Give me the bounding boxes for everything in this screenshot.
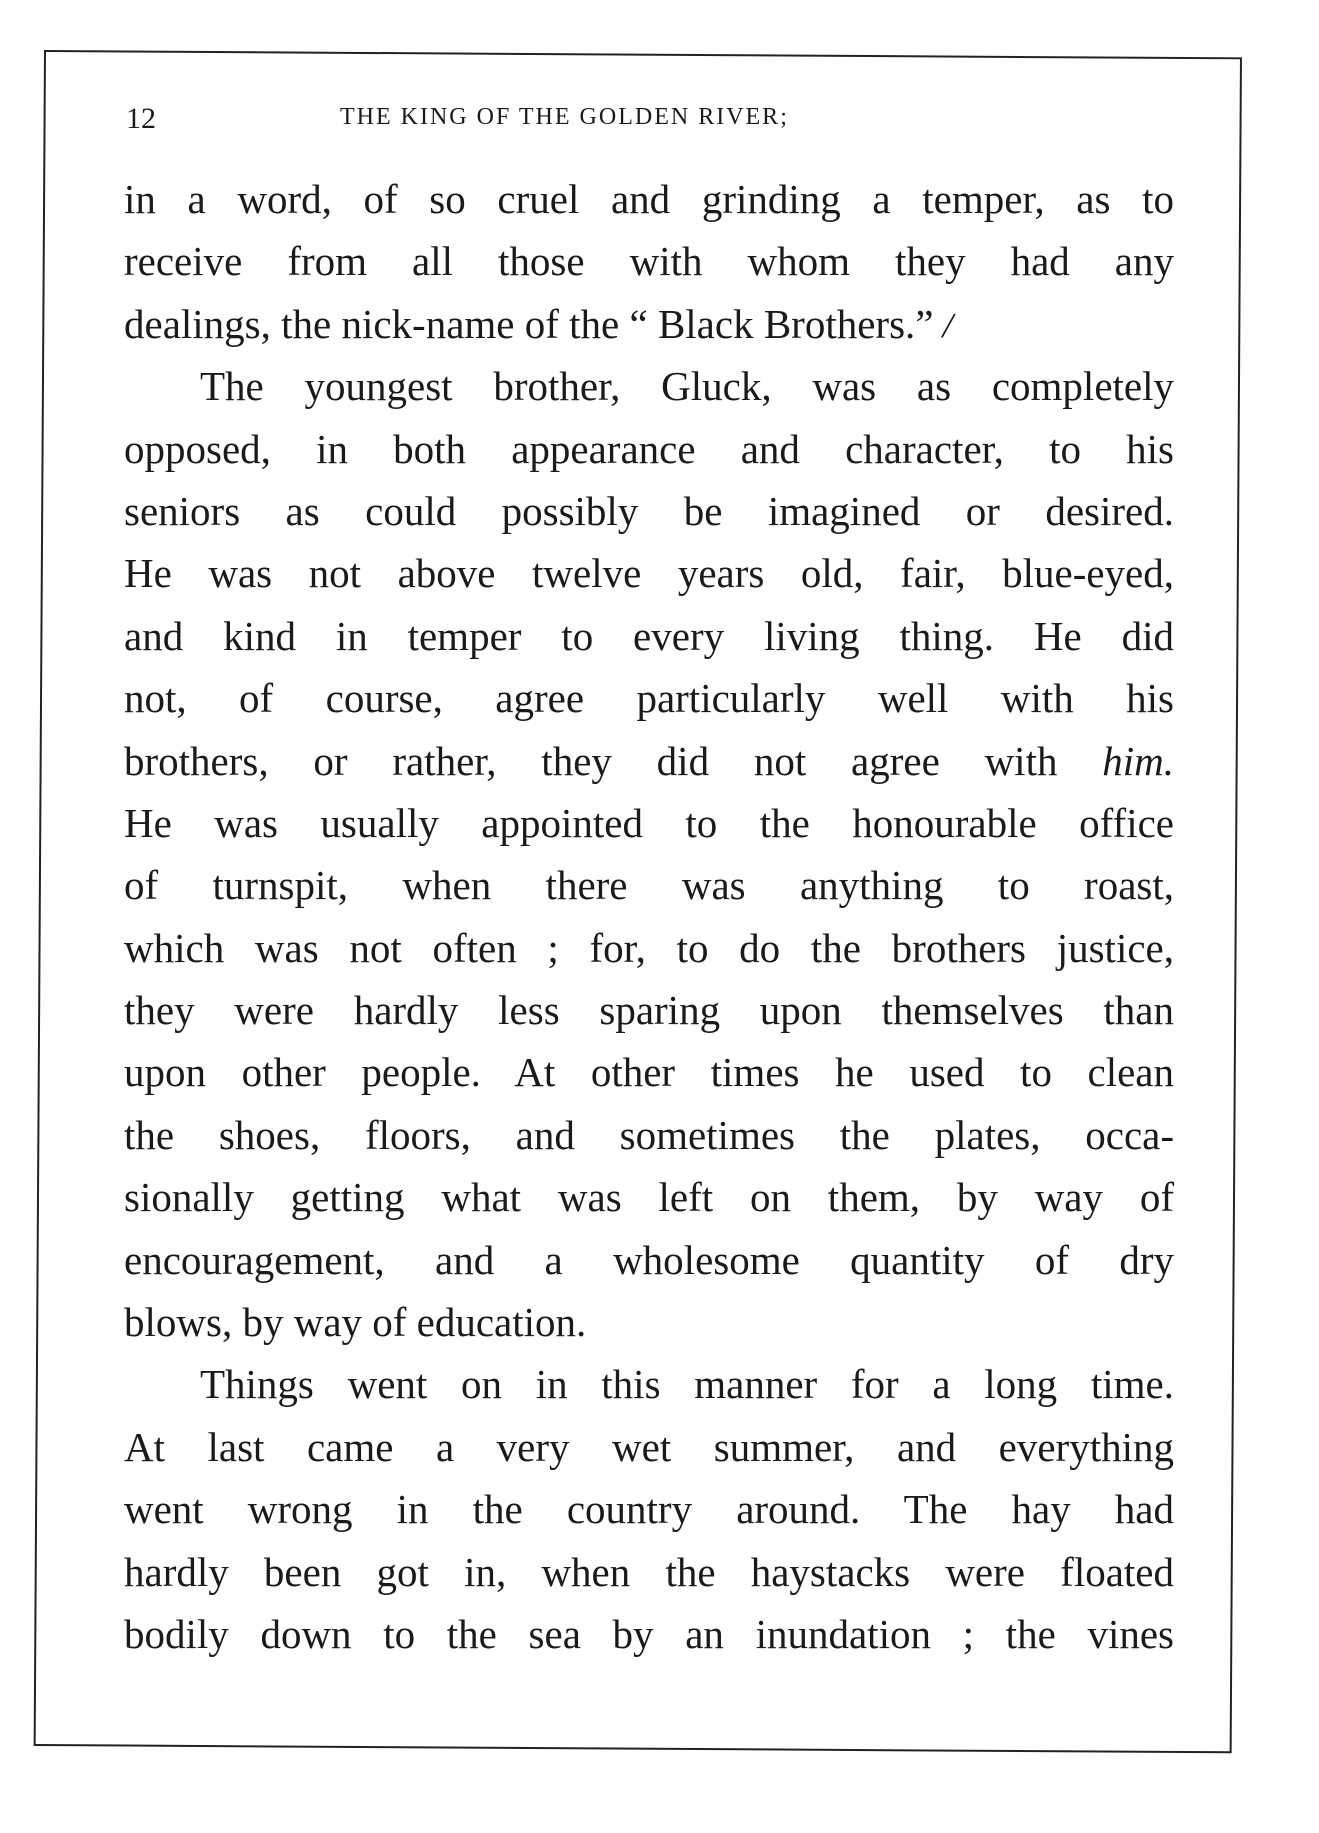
text-line-content: dealings, the nick-name of the “ Black Brothers.” [124,300,934,347]
text-line [124,605,1174,667]
text-line-content: seniors as could possibly be imagined or desired. [124,487,1174,534]
running-title: THE KING OF THE GOLDEN RIVER; [340,104,789,130]
text-line [124,1541,1174,1603]
body-text [124,168,1174,1665]
text-line-content: which was not often ; for, to do the brothers justice, [124,924,1174,971]
text-line [124,1041,1174,1103]
text-line-content: upon other people. At other times he used to clean [124,1049,1174,1096]
text-line [124,542,1174,604]
text-line-content: brothers, or rather, they did not agree with [124,737,1058,784]
text-line [124,168,1174,230]
running-head [80,100,1180,140]
text-line [124,1478,1174,1540]
pen-mark: / [939,304,958,348]
text-line [124,1416,1174,1478]
text-line-content: went wrong in the country around. The hay had [124,1486,1174,1533]
text-line-content: He was not above twelve years old, fair, blue-eyed, [124,550,1174,597]
text-line [124,1104,1174,1166]
text-line [124,1229,1174,1291]
text-line-content: bodily down to the sea by an inundation ; the vines [124,1610,1174,1657]
text-line [124,1353,1174,1415]
text-line-content: receive from all those with whom they had any [124,238,1174,285]
text-line-content: blows, by way of education. [124,1299,587,1346]
page-number: 12 [126,102,156,135]
text-line [124,792,1174,854]
text-line-content: the shoes, floors, and sometimes the plates, occa- [124,1111,1174,1158]
text-line [124,418,1174,480]
text-line-content: He was usually appointed to the honourable office [124,799,1174,846]
text-line [124,1603,1174,1665]
text-line [124,917,1174,979]
text-line-content: hardly been got in, when the haystacks were floated [124,1548,1174,1595]
text-line [124,1166,1174,1228]
text-line [124,667,1174,729]
text-line-content: encouragement, and a wholesome quantity of dry [124,1236,1174,1283]
text-line-content: of turnspit, when there was anything to roast, [124,862,1174,909]
text-line [124,355,1174,417]
text-line-content: sionally getting what was left on them, by way of [124,1174,1174,1221]
text-line [124,293,1174,355]
text-line-content: The youngest brother, Gluck, was as completely [200,363,1174,410]
text-line-content: At last came a very wet summer, and everything [124,1423,1174,1470]
text-line [124,854,1174,916]
text-line [124,979,1174,1041]
text-line [124,230,1174,292]
text-line [124,480,1174,542]
text-line-content: Things went on in this manner for a long time. [200,1361,1174,1408]
text-line [124,730,1174,792]
text-line-content: they were hardly less sparing upon themselves than [124,987,1174,1034]
text-line-content: and kind in temper to every living thing. He did [124,612,1174,659]
text-line-content: not, of course, agree particularly well with his [124,675,1174,722]
text-line [124,1291,1174,1353]
italic-word: him. [1102,737,1175,784]
text-line-content: opposed, in both appearance and character, to his [124,425,1174,472]
text-line-content: in a word, of so cruel and grinding a temper, as to [124,176,1174,222]
